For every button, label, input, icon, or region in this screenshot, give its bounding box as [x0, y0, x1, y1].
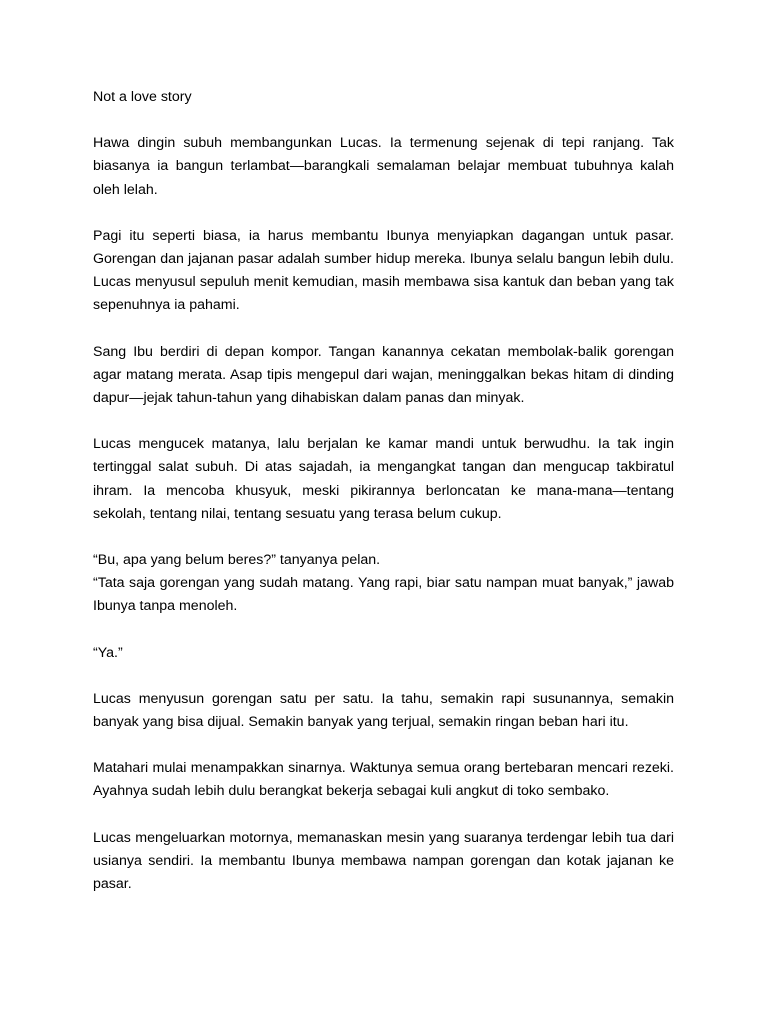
paragraph: Sang Ibu berdiri di depan kompor. Tangan kanannya cekatan membolak-balik gorengan agar matang merata. Asap tipis mengepul dari wajan, meninggalkan bekas hitam di dinding dapur—jejak tahun-tahun yang dihabiskan dalam panas dan minyak.: [93, 343, 674, 407]
paragraph: Hawa dingin subuh membangunkan Lucas. Ia termenung sejenak di tepi ranjang. Tak biasanya ia bangun terlambat—barangkali semalaman belajar membuat tubuhnya kalah oleh lelah.: [93, 135, 674, 198]
paragraph: Lucas menyusun gorengan satu per satu. Ia tahu, semakin rapi susunannya, semakin banyak yang bisa dijual. Semakin banyak yang terjual, semakin ringan beban hari itu.: [93, 690, 674, 731]
document-page: [93, 86, 674, 919]
paragraph: Lucas mengucek matanya, lalu berjalan ke kamar mandi untuk berwudhu. Ia tak ingin tertinggal salat subuh. Di atas sajadah, ia mengangkat tangan dan mengucap takbiratul ihram. Ia mencoba khusyuk, meski pikirannya berloncatan ke mana-mana—tentang sekolah, tentang nilai, tentang sesuatu yang terasa belum cukup.: [93, 436, 674, 522]
dialogue-line: “Ya.”: [93, 644, 123, 661]
dialogue-line: “Bu, apa yang belum beres?” tanyanya pelan.: [93, 552, 381, 569]
paragraph: Lucas mengeluarkan motornya, memanaskan mesin yang suaranya terdengar lebih tua dari usianya sendiri. Ia membantu Ibunya membawa nampan gorengan dan kotak jajanan ke pasar.: [93, 829, 674, 893]
paragraph: Matahari mulai menampakkan sinarnya. Waktunya semua orang bertebaran mencari rezeki. Ayahnya sudah lebih dulu berangkat bekerja sebagai kuli angkut di toko sembako.: [93, 760, 674, 800]
document-title: Not a love story: [93, 89, 192, 105]
dialogue-line: “Tata saja gorengan yang sudah matang. Yang rapi, biar satu nampan muat banyak,” jawab Ibunya tanpa menoleh.: [93, 575, 674, 615]
paragraph: Pagi itu seperti biasa, ia harus membantu Ibunya menyiapkan dagangan untuk pasar. Gorengan dan jajanan pasar adalah sumber hidup mereka. Ibunya selalu bangun lebih dulu. Lucas menyusul sepuluh menit kemudian, masih membawa sisa kantuk dan beban yang tak sepenuhnya ia pahami.: [93, 227, 674, 314]
